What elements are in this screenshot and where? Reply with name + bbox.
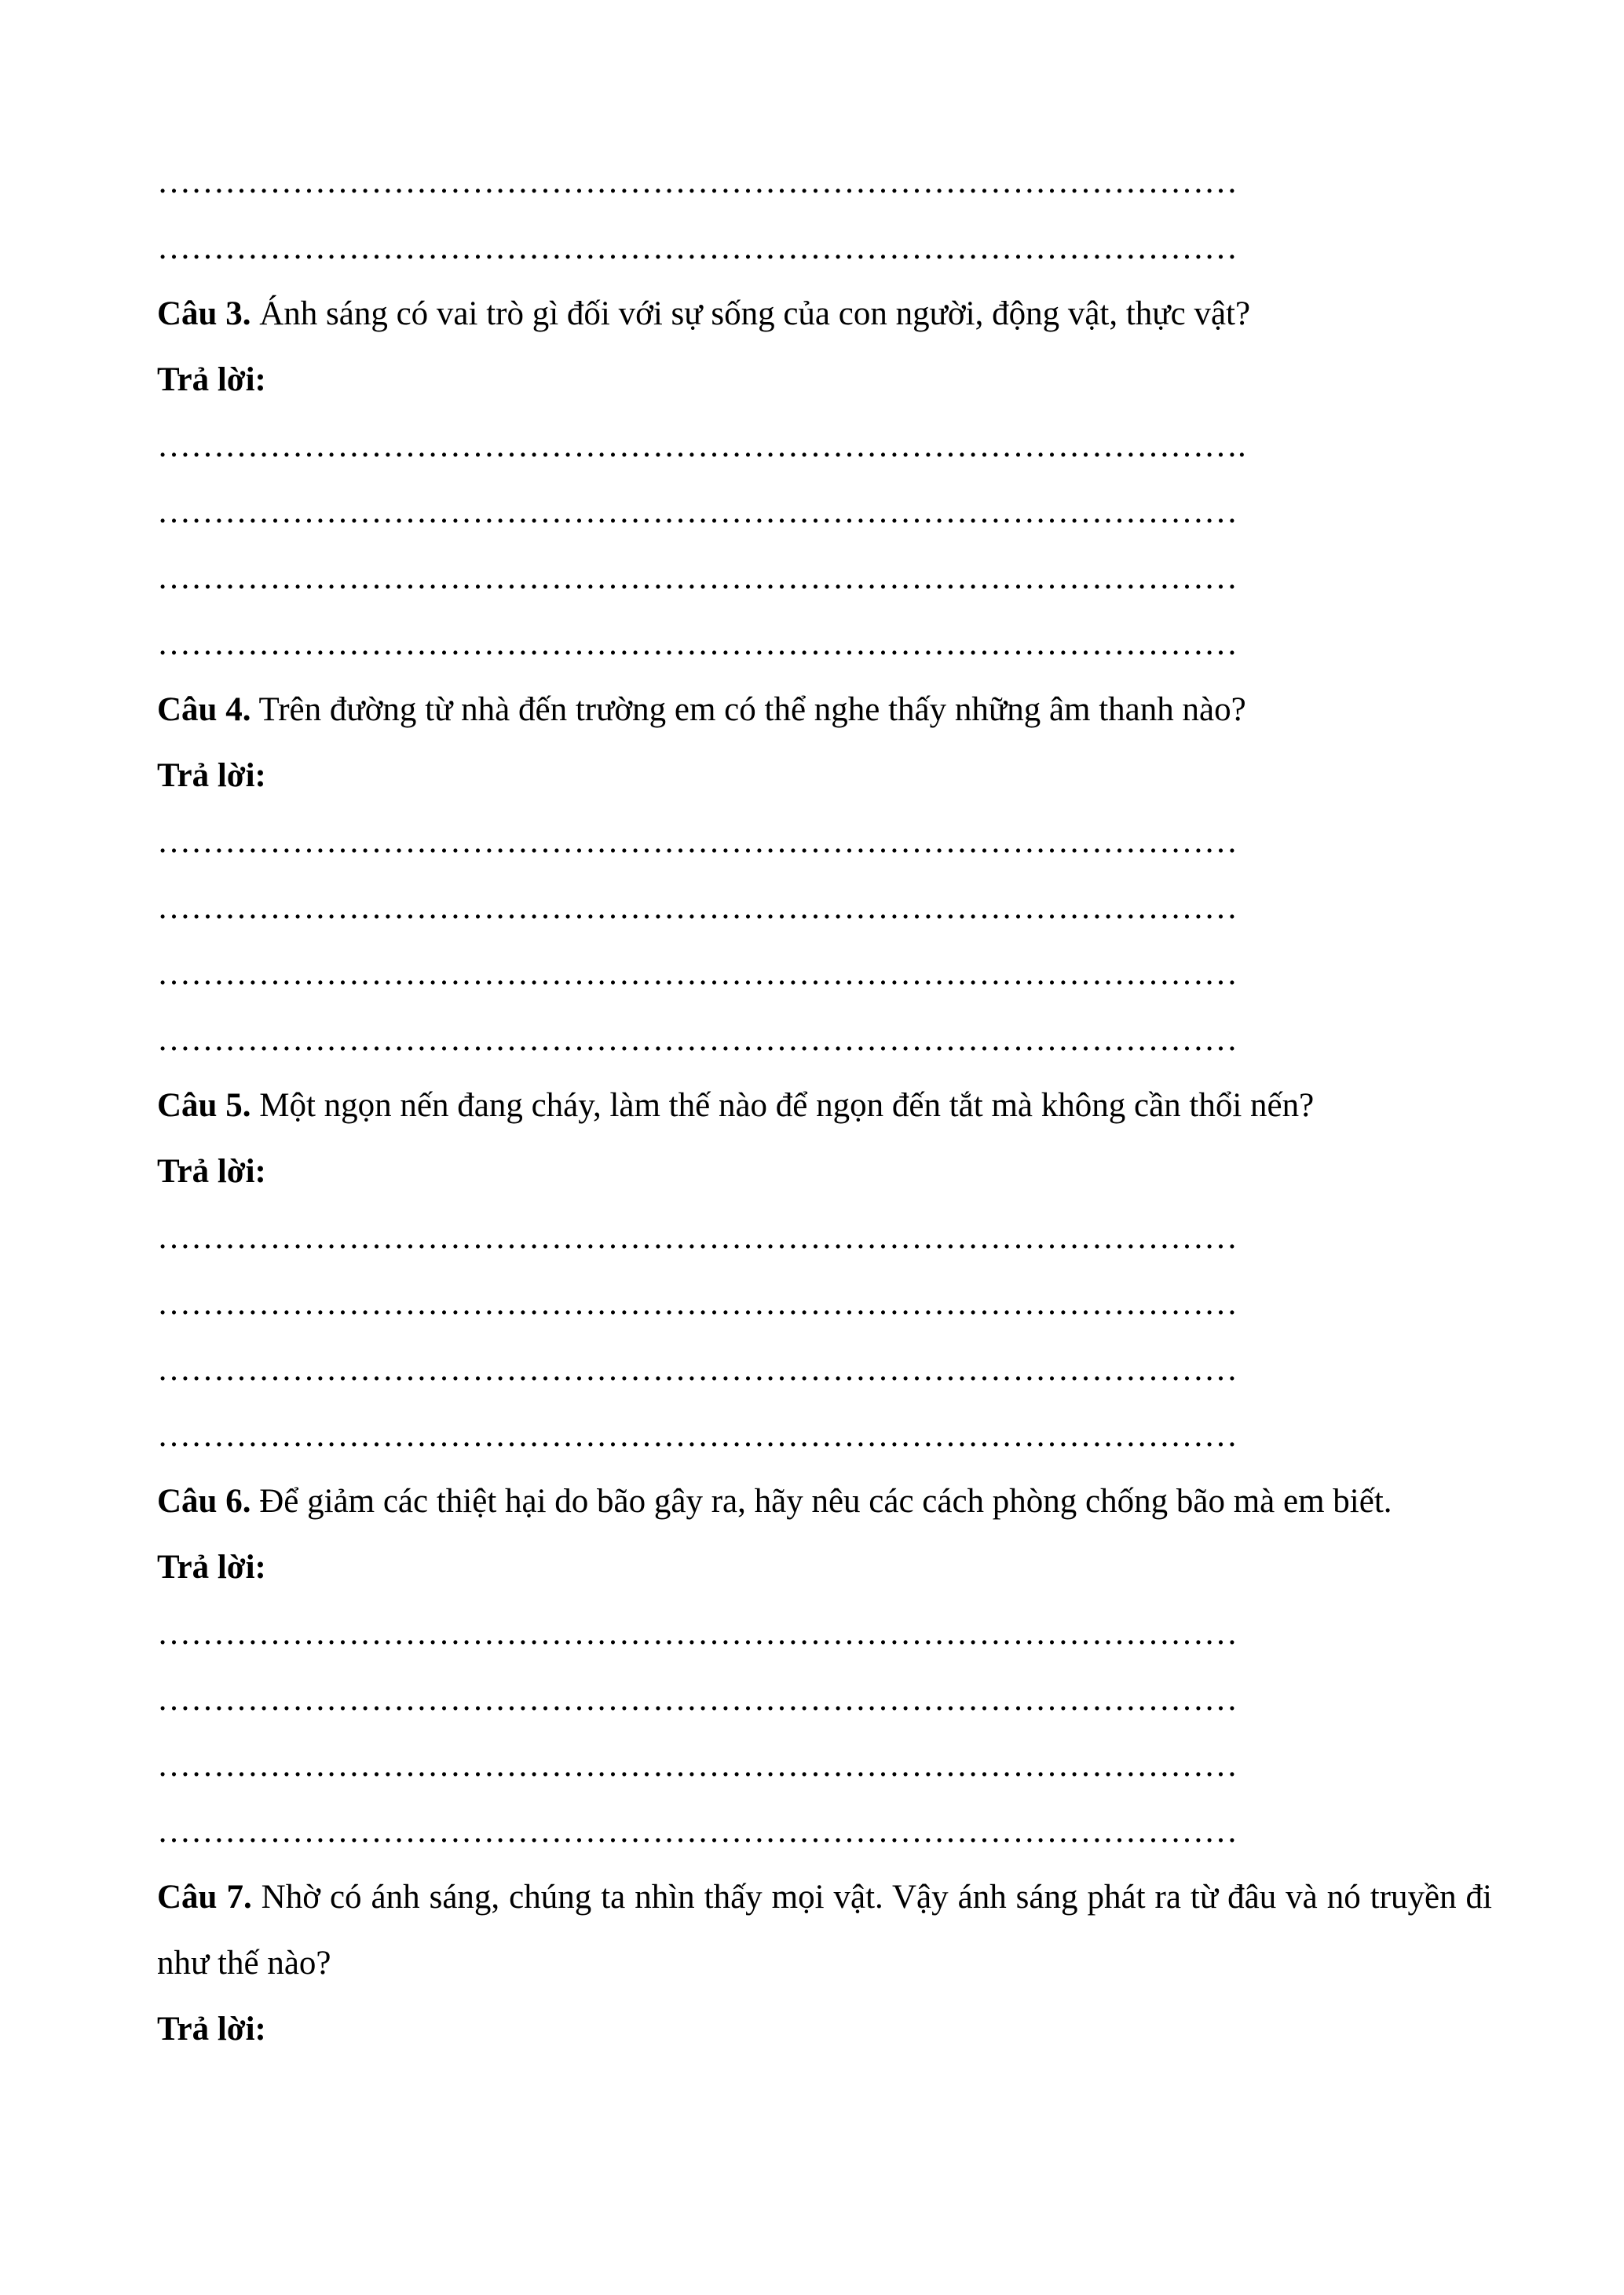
answer-line: ……………………………………………………………………………………: [157, 1285, 1238, 1322]
question-text: Một ngọn nến đang cháy, làm thế nào để ngọn đến tắt mà không cần thổi nến?: [251, 1087, 1315, 1124]
question-number: Câu 7.: [157, 1879, 252, 1916]
answer-line: ……………………………………………………………………………………: [157, 1351, 1238, 1388]
answer-line: ……………………………………………………………………………………: [157, 559, 1238, 596]
question-7: [157, 1865, 1492, 1997]
answer-line: ……………………………………………………………………………………: [157, 1219, 1238, 1256]
answer-line: ……………………………………………………………………………………: [157, 955, 1238, 992]
answer-line: ……………………………………………………………………………………: [157, 823, 1238, 860]
question-number: Câu 4.: [157, 691, 251, 728]
question-text: Trên đường từ nhà đến trường em có thể nghe thấy những âm thanh nào?: [251, 691, 1246, 728]
answer-line: ……………………………………………………………………………………: [157, 1681, 1238, 1718]
question-6: [157, 1469, 1492, 1535]
question-text: Ánh sáng có vai trò gì đối với sự sống của con người, động vật, thực vật?: [251, 295, 1251, 332]
answer-line: ……………………………………………………………………………………: [157, 1747, 1238, 1784]
question-3: [157, 281, 1492, 347]
question-4: [157, 677, 1492, 743]
answer-label: Trả lời:: [157, 361, 266, 398]
question-text: Để giảm các thiệt hại do bão gây ra, hãy nêu các cách phòng chống bão mà em biết.: [251, 1483, 1392, 1520]
answer-line: ……………………………………………………………………………………: [157, 1021, 1238, 1058]
question-5: [157, 1073, 1492, 1139]
answer-line: ……………………………………………………………………………………: [157, 493, 1238, 530]
answer-line: ……………………………………………………………………………………: [157, 625, 1238, 662]
answer-line: ……………………………………………………………………………………: [157, 1417, 1238, 1454]
answer-line: ……………………………………………………………………………………: [157, 1813, 1238, 1850]
answer-label: Trả lời:: [157, 1153, 266, 1190]
answer-line: ……………………………………………………………………………………: [157, 163, 1238, 200]
answer-line: …………………………………………………………………………………….: [157, 427, 1246, 464]
answer-label: Trả lời:: [157, 2011, 266, 2048]
question-text: Nhờ có ánh sáng, chúng ta nhìn thấy mọi vật. Vậy ánh sáng phát ra từ đâu và nó truyền đi như thế nào?: [157, 1879, 1492, 1982]
answer-label: Trả lời:: [157, 1549, 266, 1586]
worksheet-page: [157, 149, 1492, 2063]
answer-label: Trả lời:: [157, 757, 266, 794]
question-number: Câu 5.: [157, 1087, 251, 1124]
answer-line: ……………………………………………………………………………………: [157, 229, 1238, 266]
answer-line: ……………………………………………………………………………………: [157, 889, 1238, 926]
question-number: Câu 3.: [157, 295, 251, 332]
answer-line: ……………………………………………………………………………………: [157, 1615, 1238, 1652]
question-number: Câu 6.: [157, 1483, 251, 1520]
